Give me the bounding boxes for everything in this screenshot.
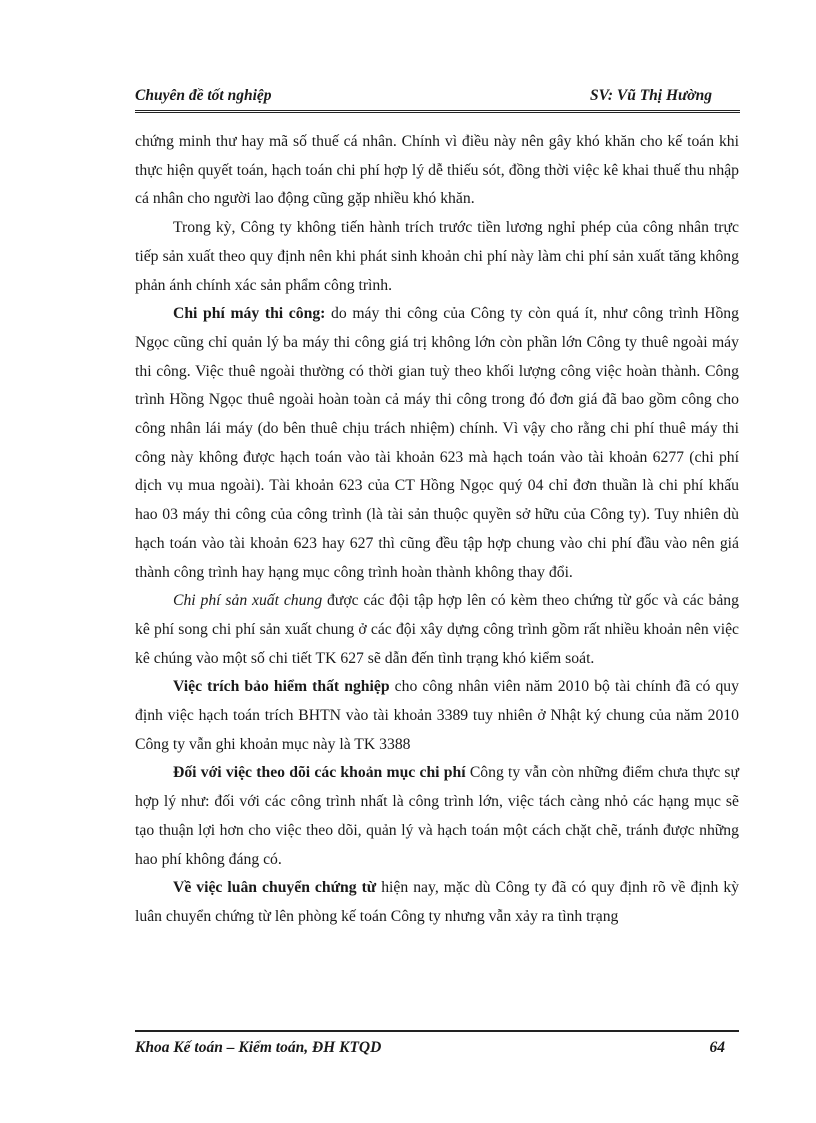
paragraph-lead: Về việc luân chuyển chứng từ — [173, 879, 377, 897]
paragraph-text: Trong kỳ, Công ty không tiến hành trích trước tiền lương nghỉ phép của công nhân trực tiếp sản xuất theo quy định nên khi phát sinh khoản chi phí này làm chi phí sản xuất tăng không phản ánh chính xác sản phẩm công trình. — [135, 219, 739, 294]
paragraph-document-flow — [135, 874, 739, 931]
paragraph-lead: Chi phí máy thi công: — [173, 305, 326, 323]
paragraph-salary-provision — [135, 214, 739, 300]
paragraph-lead: Việc trích bảo hiểm thất nghiệp — [173, 678, 390, 696]
header-author: SV: Vũ Thị Hường — [590, 87, 712, 104]
paragraph-unemployment-insurance — [135, 673, 739, 759]
paragraph-machine-cost — [135, 300, 739, 587]
paragraph-text: Công ty vẫn còn những điểm chưa thực sự hợp lý như: đối với các công trình nhất là công trình lớn, việc tách càng nhỏ các hạng mục sẽ tạo thuận lợi hơn cho việc theo dõi, quản lý và hạch toán một cách chặt chẽ, tránh được những hao phí không đáng có. — [135, 764, 739, 868]
footer-faculty: Khoa Kế toán – Kiểm toán, ĐH KTQD — [135, 1039, 382, 1056]
paragraph-text: do máy thi công của Công ty còn quá ít, như công trình Hồng Ngọc cũng chỉ quản lý ba máy thi công giá trị không lớn còn phần lớn Công ty thuê ngoài máy thi công. Việc thuê ngoài thường có thời gian tuỳ theo khối lượng công việc hoàn thành. Công trình Hồng Ngọc thuê ngoài hoàn toàn cả máy thi công trong đó đơn giá đã bao gồm công cho công nhân lái máy (do bên thuê chịu trách nhiệm) chính. Vì vậy cho rằng chi phí thuê máy thi công này không được hạch toán vào tài khoản 623 mà hạch toán vào tài khoản 6277 (chi phí dịch vụ mua ngoài). Tài khoản 623 của CT Hồng Ngọc quý 04 chỉ đơn thuần là chi phí khấu hao 03 máy thi công của công trình (là tài sản thuộc quyền sở hữu của Công ty). Tuy nhiên dù hạch toán vào tài khoản 623 hay 627 thì cũng đều tập hợp chung vào chi phí đầu vào nên giá thành công trình hay hạng mục công trình hoàn thành không thay đổi. — [135, 305, 739, 581]
page-number: 64 — [709, 1039, 725, 1056]
paragraph-general-cost — [135, 587, 739, 673]
page-body — [135, 128, 739, 932]
paragraph-lead: Đối với việc theo dõi các khoản mục chi phí — [173, 764, 466, 782]
paragraph-lead: Chi phí sản xuất chung — [173, 592, 323, 610]
page-footer — [135, 1030, 739, 1060]
page-header — [135, 84, 740, 113]
paragraph-text: chứng minh thư hay mã số thuế cá nhân. Chính vì điều này nên gây khó khăn cho kế toán khi thực hiện quyết toán, hạch toán chi phí hợp lý dễ thiếu sót, đồng thời việc kê khai thuế thu nhập cá nhân cho người lao động cũng gặp nhiều khó khăn. — [135, 133, 739, 208]
paragraph-text: cho công nhân viên năm 2010 bộ tài chính đã có quy định việc hạch toán trích BHTN vào tài khoản 3389 tuy nhiên ở Nhật ký chung của năm 2010 Công ty vẫn ghi khoản mục này là TK 3388 — [135, 678, 739, 753]
paragraph-text: được các đội tập hợp lên có kèm theo chứng từ gốc và các bảng kê phí song chi phí sản xuất chung ở các đội xây dựng công trình gồm rất nhiều khoản nên việc kê chúng vào một số chi tiết TK 627 sẽ dẫn đến tình trạng khó kiểm soát. — [135, 592, 739, 667]
paragraph-cost-tracking — [135, 759, 739, 874]
paragraph-text: hiện nay, mặc dù Công ty đã có quy định rõ về định kỳ luân chuyển chứng từ lên phòng kế toán Công ty nhưng vẫn xảy ra tình trạng — [135, 879, 740, 925]
paragraph-continued — [135, 128, 739, 214]
header-title: Chuyên đề tốt nghiệp — [135, 87, 272, 104]
